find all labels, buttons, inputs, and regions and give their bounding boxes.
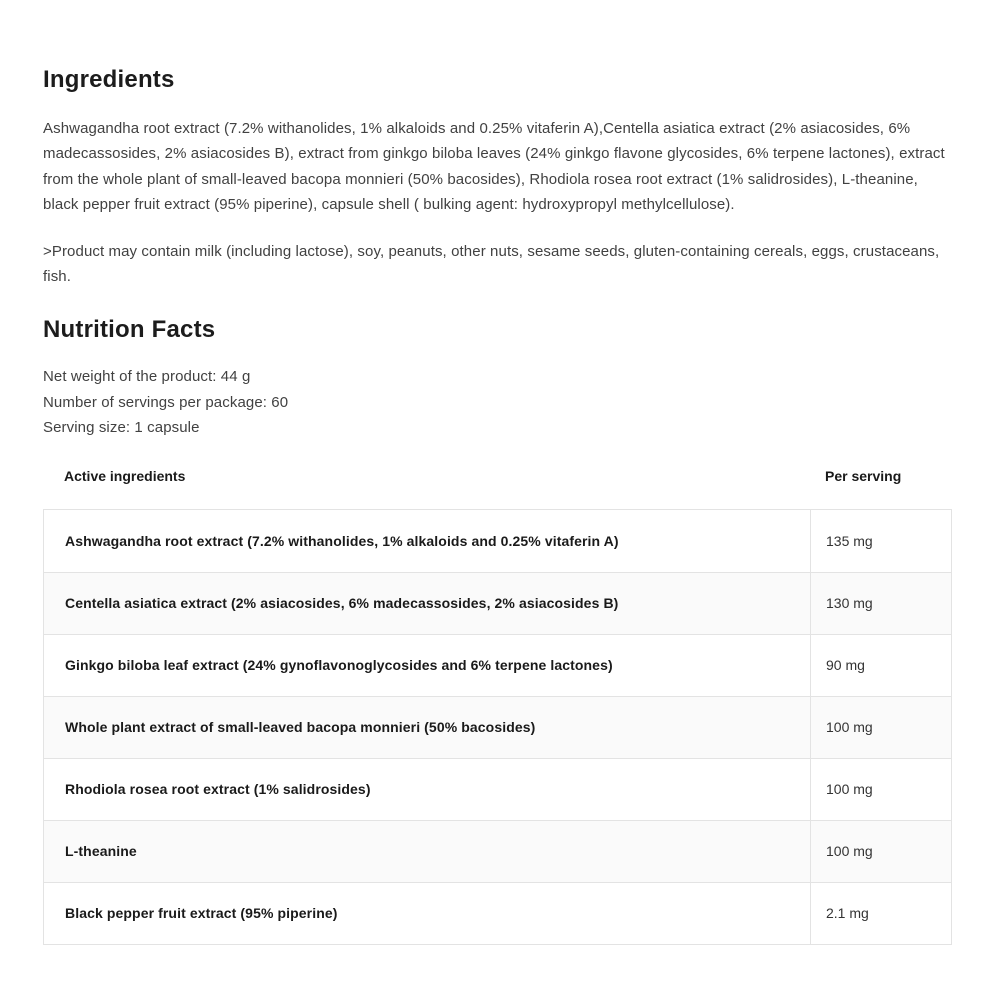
ingredient-cell: Ashwagandha root extract (7.2% withanolides, 1% alkaloids and 0.25% vitaferin A) [65,532,619,549]
ingredient-cell: Centella asiatica extract (2% asiacosides, 6% madecassosides, 2% asiacosides B) [65,595,619,612]
amount-cell: 2.1 mg [810,883,951,944]
servings-per-package-line: Number of servings per package: 60 [43,393,289,411]
nutrition-facts-summary [43,364,952,441]
amount-cell: 100 mg [810,759,951,820]
amount-cell: 100 mg [810,821,951,882]
table-row [44,820,951,882]
ingredient-cell: Rhodiola rosea root extract (1% salidrosides) [65,781,371,798]
ingredient-cell: Black pepper fruit extract (95% piperine) [65,905,338,922]
nutrition-table [43,509,952,945]
nutrition-table-header [43,468,952,484]
net-weight-line: Net weight of the product: 44 g [43,368,251,386]
nutrition-facts-title: Nutrition Facts [43,315,216,343]
table-row [44,758,951,820]
ingredients-description: Ashwagandha root extract (7.2% withanolides, 1% alkaloids and 0.25% vitaferin A),Centella asiatica extract (2% asiacosides, 6% madecassosides, 2% asiacosides B), extract from ginkgo biloba leaves (24% ginkgo flavone glycosides, 6% terpene lactones), extract from the whole plant of small-leaved bacopa monnieri (50% bacosides), Rhodiola rosea root extract (1% salidrosides), L-theanine, black pepper fruit extract (95% piperine), capsule shell ( bulking agent: hydroxypropyl methylcellulose). [43,119,945,214]
per-serving-column-header: Per serving [825,467,902,484]
ingredients-title: Ingredients [43,66,175,93]
table-row [44,696,951,758]
table-row [44,572,951,634]
amount-cell: 90 mg [810,635,951,696]
table-row [44,634,951,696]
table-row [44,510,951,572]
ingredient-cell: Whole plant extract of small-leaved bacopa monnieri (50% bacosides) [65,719,536,736]
serving-size-line: Serving size: 1 capsule [43,419,200,437]
ingredient-cell: Ginkgo biloba leaf extract (24% gynoflavonoglycosides and 6% terpene lactones) [65,657,613,674]
table-row [44,882,951,944]
amount-cell: 130 mg [810,573,951,634]
allergen-note: >Product may contain milk (including lactose), soy, peanuts, other nuts, sesame seeds, gluten-containing cereals, eggs, crustaceans, fish. [43,242,940,286]
amount-cell: 100 mg [810,697,951,758]
active-ingredients-column-header: Active ingredients [64,467,186,484]
ingredient-cell: L-theanine [65,843,137,860]
amount-cell: 135 mg [810,510,951,572]
